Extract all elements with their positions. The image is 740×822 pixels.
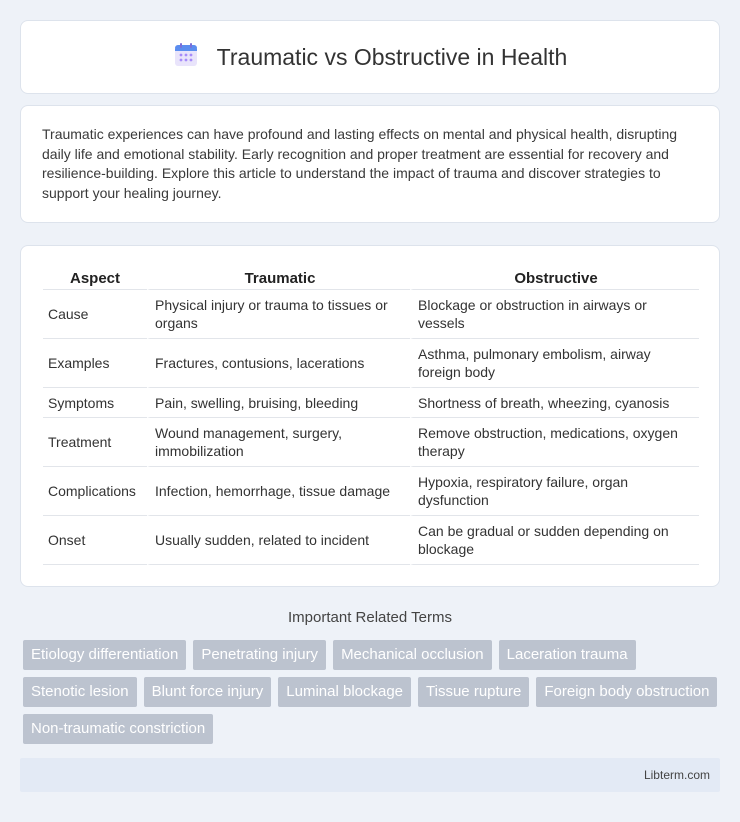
cell-traumatic: Fractures, contusions, lacerations	[147, 339, 410, 388]
table-row	[43, 290, 699, 339]
related-term-tag[interactable]: Laceration trauma	[499, 640, 636, 670]
related-terms-title: Important Related Terms	[288, 609, 452, 626]
page-title: Traumatic vs Obstructive in Health	[216, 43, 568, 70]
related-term-tag[interactable]: Luminal blockage	[278, 677, 411, 707]
cell-aspect: Cause	[43, 290, 147, 339]
header-card	[20, 20, 720, 94]
cell-traumatic: Usually sudden, related to incident	[147, 516, 410, 565]
cell-aspect: Onset	[43, 516, 147, 565]
header-obstructive: Obstructive	[410, 266, 699, 290]
table-row	[43, 339, 699, 388]
cell-obstructive: Shortness of breath, wheezing, cyanosis	[410, 388, 699, 418]
cell-obstructive: Blockage or obstruction in airways or vessels	[410, 290, 699, 339]
intro-card	[20, 105, 720, 223]
related-term-tag[interactable]: Stenotic lesion	[23, 677, 137, 707]
related-term-tag[interactable]: Tissue rupture	[418, 677, 529, 707]
cell-obstructive: Can be gradual or sudden depending on blockage	[410, 516, 699, 565]
table-row	[43, 418, 699, 467]
cell-aspect: Examples	[43, 339, 147, 388]
cell-traumatic: Physical injury or trauma to tissues or organs	[147, 290, 410, 339]
footer-site-link[interactable]: Libterm.com	[643, 768, 710, 782]
cell-traumatic: Infection, hemorrhage, tissue damage	[147, 467, 410, 516]
table-header-row	[43, 266, 699, 290]
related-term-tag[interactable]: Etiology differentiation	[23, 640, 186, 670]
comparison-table	[43, 266, 699, 565]
cell-traumatic: Wound management, surgery, immobilization	[147, 418, 410, 467]
intro-text: Traumatic experiences can have profound and lasting effects on mental and physical health, disrupting daily life and emotional stability. Early recognition and proper treatment are essential for recovery and resilience-building. Explore this article to understand the impact of trauma and discover strategies to support your healing journey.	[42, 126, 678, 201]
calendar-icon	[173, 42, 199, 73]
related-term-tag[interactable]: Penetrating injury	[193, 640, 326, 670]
related-term-tag[interactable]: Mechanical occlusion	[333, 640, 492, 670]
header-aspect: Aspect	[43, 266, 147, 290]
cell-aspect: Treatment	[43, 418, 147, 467]
cell-aspect: Complications	[43, 467, 147, 516]
header-traumatic: Traumatic	[147, 266, 410, 290]
cell-aspect: Symptoms	[43, 388, 147, 418]
cell-traumatic: Pain, swelling, bruising, bleeding	[147, 388, 410, 418]
comparison-card	[20, 245, 720, 587]
related-terms-list	[23, 640, 723, 744]
cell-obstructive: Hypoxia, respiratory failure, organ dysfunction	[410, 467, 699, 516]
table-row	[43, 467, 699, 516]
cell-obstructive: Asthma, pulmonary embolism, airway foreign body	[410, 339, 699, 388]
table-row	[43, 516, 699, 565]
cell-obstructive: Remove obstruction, medications, oxygen therapy	[410, 418, 699, 467]
related-term-tag[interactable]: Foreign body obstruction	[536, 677, 717, 707]
related-term-tag[interactable]: Non-traumatic constriction	[23, 714, 213, 744]
related-term-tag[interactable]: Blunt force injury	[144, 677, 272, 707]
footer	[20, 758, 720, 792]
table-row	[43, 388, 699, 418]
